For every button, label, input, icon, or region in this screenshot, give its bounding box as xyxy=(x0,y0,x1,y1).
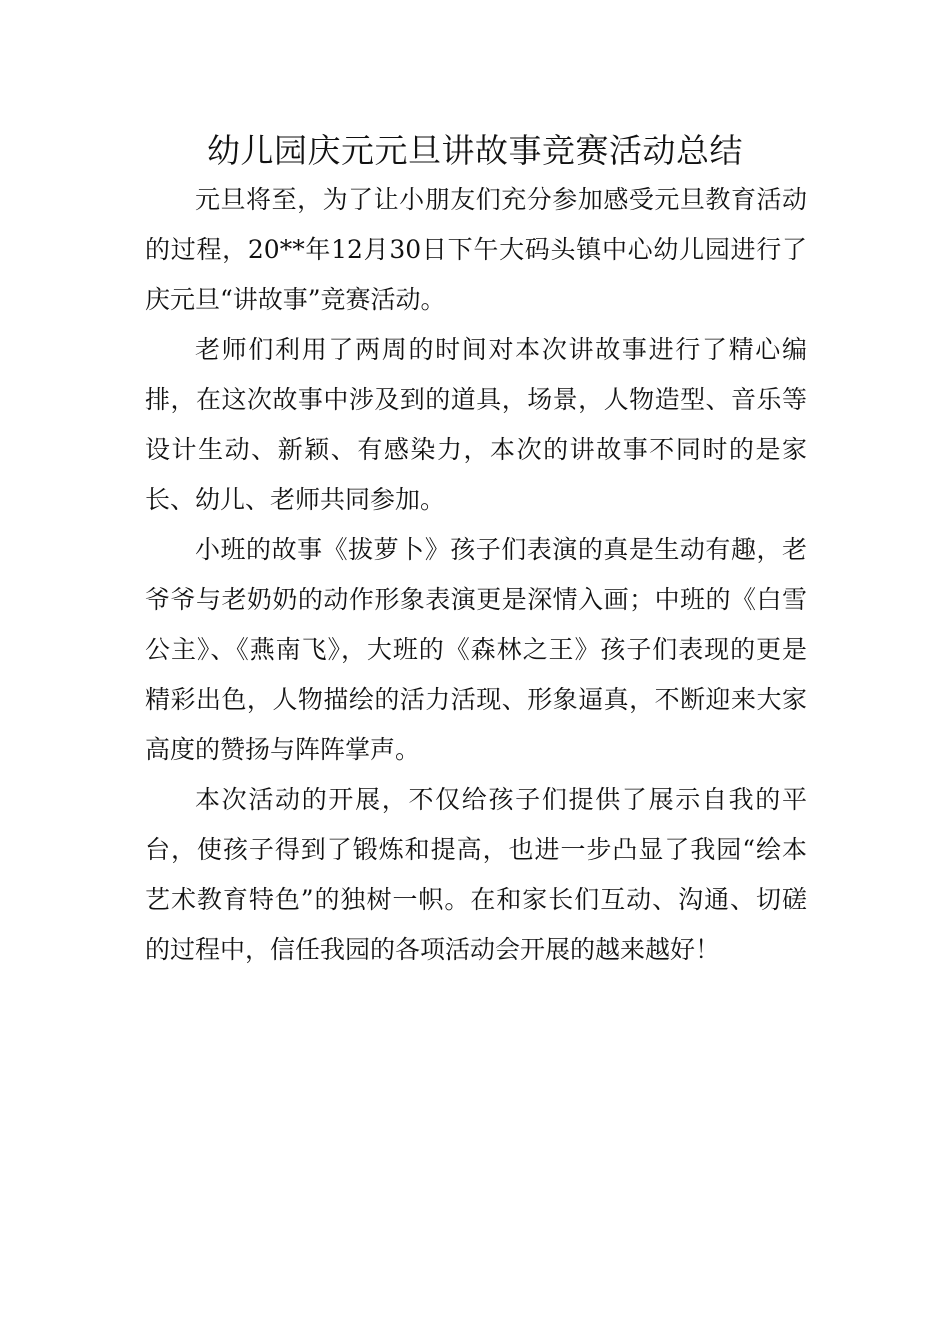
document-body xyxy=(145,175,807,975)
paragraph-2: 老师们利用了两周的时间对本次讲故事进行了精心编排，在这次故事中涉及到的道具，场景，人物造型、音乐等设计生动、新颖、有感染力，本次的讲故事不同时的是家长、幼儿、老师共同参加。 xyxy=(145,335,807,514)
paragraph-4: 本次活动的开展，不仅给孩子们提供了展示自我的平台，使孩子得到了锻炼和提高，也进一步凸显了我园“绘本艺术教育特色”的独树一帜。在和家长们互动、沟通、切磋的过程中，信任我园的各项活动会开展的越来越好！ xyxy=(145,785,807,964)
paragraph-3: 小班的故事《拔萝卜》孩子们表演的真是生动有趣，老爷爷与老奶奶的动作形象表演更是深情入画；中班的《白雪公主》、《燕南飞》，大班的《森林之王》孩子们表现的更是精彩出色，人物描绘的活力活现、形象逼真，不断迎来大家高度的赞扬与阵阵掌声。 xyxy=(145,535,807,764)
paragraph-1: 元旦将至，为了让小朋友们充分参加感受元旦教育活动的过程，20**年12月30日下午大码头镇中心幼儿园进行了庆元旦“讲故事”竞赛活动。 xyxy=(145,185,807,314)
document-title: 幼儿园庆元元旦讲故事竞赛活动总结 xyxy=(207,131,743,170)
